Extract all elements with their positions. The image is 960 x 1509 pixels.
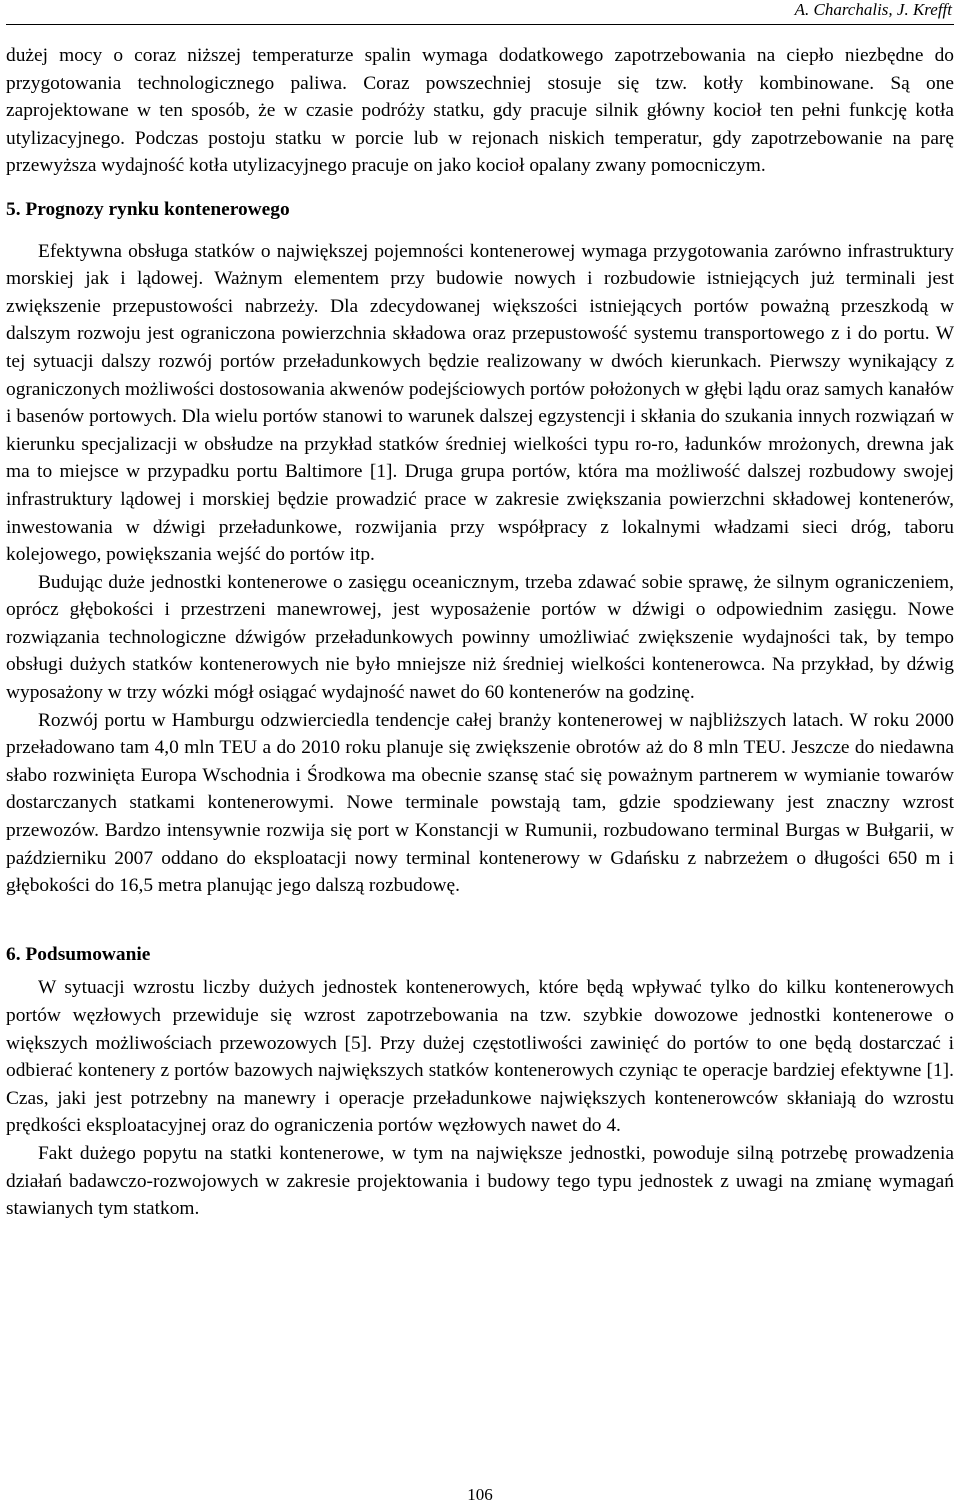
running-head: A. Charchalis, J. Krefft [794,0,952,19]
section-5-heading: 5. Prognozy rynku kontenerowego [6,198,290,220]
section-6-paragraph-1: W sytuacji wzrostu liczby dużych jednostek kontenerowych, które będą wpływać tylko do kilku kontenerowych portów węzłowych przewiduje się wzrost zapotrzebowania na tzw. szybkie dowozowe jednostki kontenerowe o większych możliwościach przewozowych [5]. Przy dużej częstotliwości zawinięć do portów to one będą dostarczać i odbierać kontenery z portów bazowych największych statków kontenerowych czyniąc te operacje bardziej efektywne [1]. Czas, jaki jest potrzebny na manewry i operacje przeładunkowe największych kontenerowców skłaniają do wzrostu prędkości eksploatacyjnej oraz do ograniczenia portów węzłowych nawet do 4. [6,977,954,1137]
continuation-paragraph: dużej mocy o coraz niższej temperaturze spalin wymaga dodatkowego zapotrzebowania na ciepło niezbędne do przygotowania technologicznego paliwa. Coraz powszechniej stosuje się tzw. kotły kombinowane. Są one zaprojektowane w ten sposób, że w czasie podróży statku, gdy pracuje silnik główny kocioł ten pełni funkcję kotła utylizacyjnego. Podczas postoju statku w porcie lub w rejonach niskich temperatur, gdy zapotrzebowanie na parę przewyższa wydajność kotła utylizacyjnego pracuje on jako kocioł opalany zwany pomocniczym. [6,45,954,177]
section-5-paragraph-3: Rozwój portu w Hamburgu odzwierciedla tendencje całej branży kontenerowej w najbliższych latach. W roku 2000 przeładowano tam 4,0 mln TEU a do 2010 roku planuje się zwiększenie obrotów aż do 8 mln TEU. Jeszcze do niedawna słabo rozwinięta Europa Wschodnia i Środkowa ma obecnie szansę stać się poważnym partnerem w wymianie towarów dostarczanych statkami kontenerowymi. Nowe terminale powstają tam, gdzie spodziewany jest znaczny wzrost przewozów. Bardzo intensywnie rozwija się port w Konstancji w Rumunii, rozbudowano terminal Burgas w Bułgarii, w październiku 2007 oddano do eksploatacji nowy terminal kontenerowy w Gdańsku z nabrzeżem o długości 650 m i głębokości do 16,5 metra planując jego dalszą rozbudowę. [6,709,954,897]
section-6-paragraph-2: Fakt dużego popytu na statki kontenerowe, w tym na największe jednostki, powoduje silną potrzebę prowadzenia działań badawczo-rozwojowych w zakresie projektowania i budowy tego typu jednostek z uwagi na zmianę wymagań stawianych tym statkom. [6,1142,954,1220]
page-content [6,42,954,1223]
section-6-heading: 6. Podsumowanie [6,943,151,965]
section-5-paragraph-1: Efektywna obsługa statków o największej pojemności kontenerowej wymaga przygotowania zarówno infrastruktury morskiej jak i lądowej. Ważnym elementem przy budowie nowych i rozbudowie istniejących już terminali jest zwiększenie przepustowości nabrzeży. Dla zdecydowanej większości istniejących portów poważną przeszkodą w dalszym rozwoju jest ograniczona powierzchnia składowa oraz przepustowość systemu transportowego z i do portu. W tej sytuacji dalszy rozwój portów przeładunkowych będzie realizowany w dwóch kierunkach. Pierwszy wynikający z ograniczonych możliwości dostosowania akwenów podejściowych portów położonych w głębi lądu oraz samych kanałów i basenów portowych. Dla wielu portów stanowi to warunek dalszej egzystencji i skłania do szukania innych rozwiązań w kierunku specjalizacji w obsłudze na przykład statków średniej wielkości typu ro-ro, ładunków mrożonych, drewna jak ma to miejsce w przypadku portu Baltimore [1]. Druga grupa portów, która ma możliwość dalszej rozbudowy swojej infrastruktury lądowej i morskiej będzie prowadzić prace w zakresie zwiększania powierzchni składowej kontenerów, inwestowania w dźwigi przeładunkowe, rozwijania przy współpracy z lokalnymi władzami sieci dróg, taboru kolejowego, powiększania wejść do portów itp. [6,240,954,566]
page-number: 106 [467,1485,493,1504]
header-rule [6,24,954,25]
section-5-paragraph-2: Budując duże jednostki kontenerowe o zasięgu oceanicznym, trzeba zdawać sobie sprawę, że silnym ograniczeniem, oprócz głębokości i przestrzeni manewrowej, jest wyposażenie portów w dźwigi o odpowiednim zasięgu. Nowe rozwiązania technologiczne dźwigów przeładunkowych powinny umożliwiać zwiększenie wydajności tak, by tempo obsługi dużych statków kontenerowych nie było mniejsze niż średniej wielkości kontenerowca. Na przykład, by dźwig wyposażony w trzy wózki mógł osiągać wydajność nawet do 60 kontenerów na godzinę. [6,571,954,704]
